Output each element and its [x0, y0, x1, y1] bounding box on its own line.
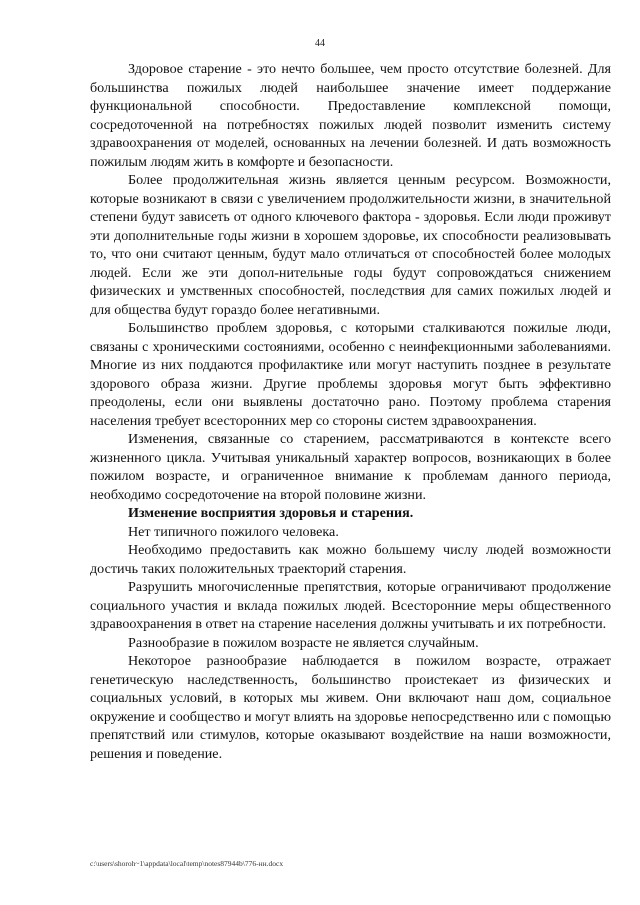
- paragraph: Изменения, связанные со старением, рассматриваются в контексте всего жизненного цикла. Учитывая уникальный характер вопросов, возникающих в более пожилом возрасте, и ограниченное внимание к проблемам данного периода, необходимо сосредоточение на второй половине жизни.: [90, 431, 611, 503]
- page-number: 44: [315, 38, 325, 49]
- paragraph: Разнообразие в пожилом возрасте не является случайным.: [128, 634, 479, 651]
- paragraph: Здоровое старение - это нечто большее, чем просто отсутствие болезней. Для большинства пожилых людей наибольшее значение имеет поддержание функциональной способности. Предоставление комплексной помощи, сосредоточенной на потребностях пожилых людей позволит изменить систему здравоохранения от моделей, основанных на лечении болезней. И дать возможность пожилым людям жить в комфорте и безопасности.: [90, 61, 611, 170]
- section-heading: Изменение восприятия здоровья и старения.: [128, 505, 414, 521]
- paragraph: Необходимо предоставить как можно большему числу людей возможности достичь таких положительных траекторий старения.: [90, 542, 611, 577]
- paragraph: Более продолжительная жизнь является ценным ресурсом. Возможности, которые возникают в связи с увеличением продолжительности жизни, в значительной степени будут зависеть от одного ключевого фактора - здоровья. Если люди проживут эти дополнительные годы жизни в хорошем здоровье, их способности реализовывать то, что они считают ценным, будут мало отличаться от способностей более молодых людей. Если же эти допол-нительные годы будут сопровождаться снижением физических и умственных способностей, последствия для самих пожилых людей и для общества будут гораздо более негативными.: [90, 172, 611, 318]
- paragraph: Некоторое разнообразие наблюдается в пожилом возрасте, отражает генетическую наследственность, большинство проистекает из физических и социальных условий, в которых мы живем. Они включают наш дом, социальное окружение и сообщество и могут влиять на здоровье непосредственно или с помощью препятствий или стимулов, которые оказывают воздействие на наши возможности, решения и поведение.: [90, 653, 611, 762]
- body-text: [90, 60, 611, 763]
- paragraph: Нет типичного пожилого человека.: [128, 523, 339, 540]
- file-path-footer: c:\users\shoroh~1\appdata\local\temp\notes87944b\776-нн.docx: [90, 859, 284, 868]
- paragraph: Большинство проблем здоровья, с которыми сталкиваются пожилые люди, связаны с хроническими состояниями, особенно с неинфекционными заболеваниями. Многие из них поддаются профилактике или могут наступить позднее в результате здорового образа жизни. Другие проблемы здоровья могут быть эффективно преодолены, если они выявлены достаточно рано. Поэтому проблема старения населения требует всесторонних мер со стороны систем здравоохранения.: [90, 320, 611, 429]
- paragraph: Разрушить многочисленные препятствия, которые ограничивают продолжение социального участия и вклада пожилых людей. Всесторонние меры общественного здравоохранения в ответ на старение населения должны учитывать и их потребности.: [90, 579, 611, 632]
